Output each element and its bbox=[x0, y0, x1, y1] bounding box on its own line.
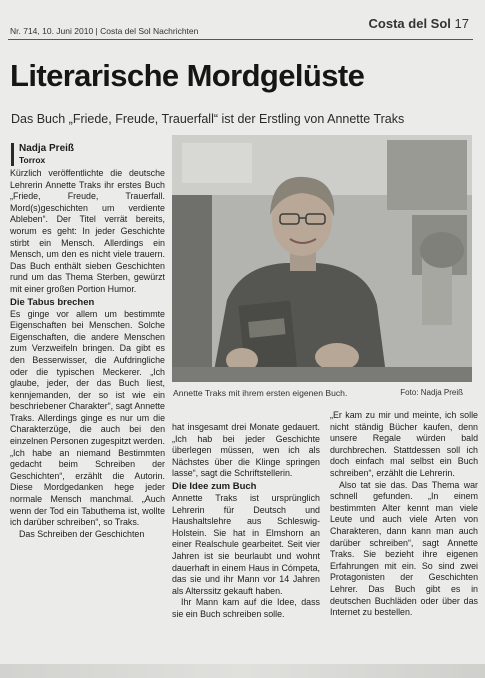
author-name: Nadja Preiß bbox=[19, 143, 75, 154]
article-headline: Literarische Mordgelüste bbox=[10, 58, 365, 93]
intro-paragraph: Kürzlich veröffentlichte die deutsche Lehrerin Annette Traks ihr erstes Buch „Friede, Freude, Trauerfall. Mord(s)geschichten um verdiente Ableben“. Der Titel verrät bereits, worum es geht: In jeder Geschichte stirbt ein Mensch. Allerdings ein Mensch, um den es nicht viele trauern. Das Buch enthält sieben Geschichten rund um das Thema Sterben, gewürzt mit einer großen Portion Humor. bbox=[10, 168, 165, 294]
photo-caption-row bbox=[173, 388, 473, 398]
photo-credit: Foto: Nadja Preiß bbox=[400, 388, 463, 397]
body-paragraph: „Er kam zu mir und meinte, ich solle nicht ständig Bücher kaufen, denn unsere Regale würden bald durchbrechen. Stattdessen soll ich doch einfach mal selbst ein Buch schreiben“, erzählt die Lehrerin. bbox=[330, 410, 478, 478]
article-column-3 bbox=[330, 410, 478, 619]
byline bbox=[11, 143, 74, 166]
article-subheadline: Das Buch „Friede, Freude, Trauerfall“ ist der Erstling von Annette Traks bbox=[11, 112, 405, 126]
issue-line: Nr. 714, 10. Juni 2010 | Costa del Sol Nachrichten bbox=[10, 26, 199, 36]
body-paragraph: Ihr Mann kam auf die Idee, dass sie ein Buch schreiben solle. bbox=[172, 597, 320, 619]
article-column-1 bbox=[10, 168, 165, 540]
dateline-location: Torrox bbox=[19, 155, 46, 165]
header-rule bbox=[8, 39, 473, 40]
section-heading-tabus: Die Tabus brechen bbox=[10, 296, 95, 308]
body-paragraph: Es ginge vor allem um bestimmte Eigenschaften bei Menschen. Solche Eigenschaften, die andere Menschen zum Verzweifeln bringen. Da gibt es den Besserwisser, die Aufdringliche oder die typischen Meckerer. „Ich glaube, jeder, der das Buch liest, kennjemanden, der so ist wie ein beschriebener Charakter“, sagt Annette Traks. Allerdings ginge es nur um die Charakterzüge, die auch bei den einzelnen Personen zugespitzt werden. „Ich habe an niemand Bestimmten gedacht beim Schreiben der Geschichten“, erzählt die Autorin. Diese Mordgedanken hege jeder normale Mensch manchmal. „Auch wenn der Tod ein Tabuthema ist, wollte ich darüber schreiben“, so Traks. bbox=[10, 308, 165, 528]
section-heading-idee: Die Idee zum Buch bbox=[172, 480, 257, 492]
body-paragraph: Also tat sie das. Das Thema war schnell gefunden. „In einem bestimmten Alter kennt man viele Leute und auch viele Arten von Charakteren, dann kann man auch darüber schreiben“, sagt Annette Traks. Sie bezieht ihre eigenen Erfahrungen mit ein. So sind zwei Protagonisten der Geschichten Lehrer. Das Buch gibt es in deutschen Buchläden oder über das Internet zu bestellen. bbox=[330, 479, 478, 618]
article-column-2 bbox=[172, 422, 320, 621]
body-paragraph: Annette Traks ist ursprünglich Lehrerin für Deutsch und Haushaltslehre aus Schleswig-Holstein. Sie hat in Elmshorn an einer Realschule gearbeitet. Seit vier Jahren ist sie beurlaubt und wohnt dauerhaft in einem Haus in Cómpeta, das sie und ihr Mann vor 14 Jahren als Alterssitz gekauft haben. bbox=[172, 492, 320, 596]
section-name: Costa del Sol bbox=[368, 16, 451, 31]
photo-caption: Annette Traks mit ihrem ersten eigenen Buch. bbox=[173, 388, 348, 398]
body-paragraph: hat insgesamt drei Monate gedauert. „Ich hab bei jeder Geschichte überlegen müssen, wen ich als Nächstes über die Klinge springen lasse“, sagt die Schriftstellerin. bbox=[172, 422, 320, 479]
section-header bbox=[369, 16, 469, 31]
page-number: 17 bbox=[454, 16, 469, 31]
body-paragraph: Das Schreiben der Geschichten bbox=[19, 528, 145, 539]
scan-bottom-edge bbox=[0, 664, 485, 678]
author-photo bbox=[172, 135, 472, 382]
